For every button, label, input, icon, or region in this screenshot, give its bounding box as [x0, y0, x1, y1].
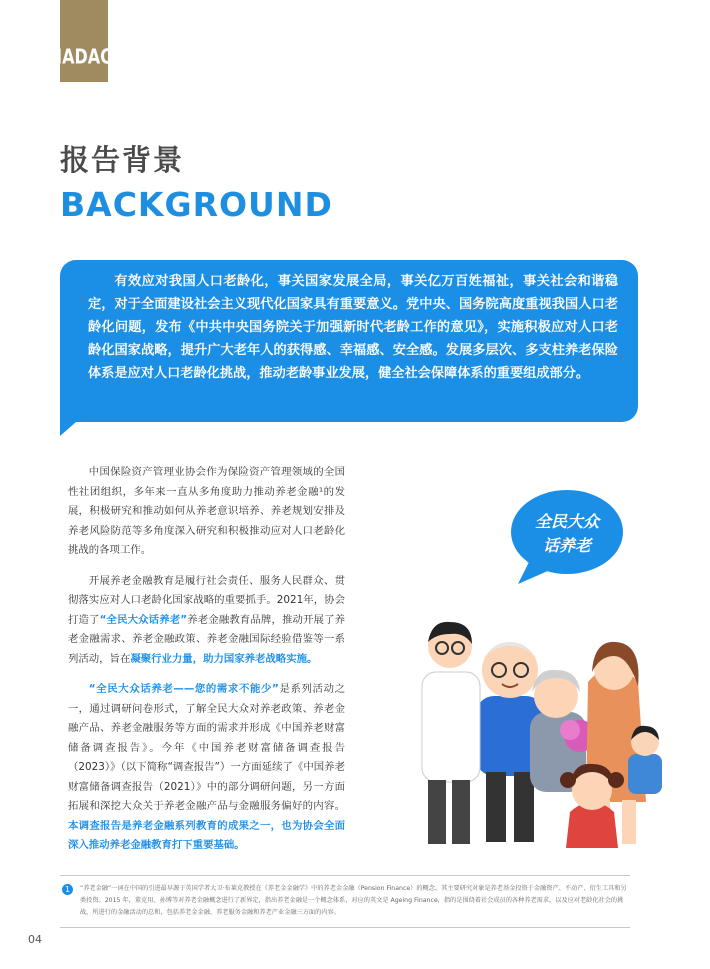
logo-text: IADAC [56, 44, 112, 69]
bubble-line-2: 话养老 [542, 536, 591, 555]
p3-highlight-conclusion: 本调查报告是养老金融系列教育的成果之一，也为协会全面深入推动养老金融教育打下重要基础。 [68, 819, 345, 851]
logo [56, 0, 112, 82]
girl-figure [560, 764, 624, 848]
footnote-number: 1 [62, 884, 73, 895]
footnote-divider-bottom [60, 927, 630, 928]
body-paragraph-2 [68, 572, 345, 670]
father-figure [422, 622, 480, 844]
boy-figure [628, 726, 662, 794]
body-paragraph-3 [68, 680, 345, 856]
page-title-cn: 报告背景 [60, 143, 185, 177]
speech-bubble-text [508, 510, 626, 558]
bubble-line-1: 全民大众 [534, 512, 599, 531]
body-paragraph-1: 中国保险资产管理业协会作为保险资产管理领域的全国性社团组织，多年来一直从多角度助力推动养老金融¹的发展，积极研究和推动如何从养老意识培养、养老规划安排及养老风险防范等多角度深入研究和积极推动应对人口老龄化挑战的各项工作。 [68, 466, 345, 556]
p2-highlight-goal: 凝聚行业力量，助力国家养老战略实施。 [130, 652, 318, 665]
p2-text-b: 养老金融教育品牌，推动开展了养老金融需求、养老金融政策、养老金融国际经验借鉴等一系列活动，旨在 [68, 613, 346, 665]
intro-callout [60, 260, 638, 422]
p2-highlight-brand: “全民大众话养老” [99, 613, 188, 626]
footnote-text: “养老金融”一词在中国的引进最早源于英国学者大卫·布莱克教授在《养老金金融学》中的养老金金融（Pension Finance）的概念。其主要研究对象是养老基金投资于金融资产、不动产、衍生工具和另类投资。2015 年，董克用、孙博等对养老金融概念进行了新界定，指出养老金融是一个概念体系，对应的英文是 Ageing Finance，指的是围绕着社会成员的各种养老需求，以及应对老龄化社会的挑战，所进行的金融活动的总和，包括养老金金融、养老服务金融和养老产业金融三方面的内容。 [80, 885, 627, 916]
p3-highlight-activity: “全民大众话养老——您的需求不能少” [88, 683, 279, 695]
body-text-column [68, 463, 345, 867]
speech-bubble [508, 486, 626, 586]
p2-text-a: 开展养老金融教育是履行社会责任、服务人民群众、贯彻落实应对人口老龄化国家战略的重要抓手。2021年，协会打造了 [68, 574, 345, 626]
p3-text: 是系列活动之一，通过调研问卷形式，了解全民大众对养老政策、养老金融产品、养老金融服务等方面的需求并形成《中国养老财富储备调查报告》。今年《中国养老财富储备调查报告（2023）》（以下简称“调查报告”）一方面延续了《中国养老财富储备调查报告（2021）》中的部分调研问题，另一方面拓展和深挖大众关于养老金融产品与金融服务偏好的内容。 [68, 683, 345, 812]
family-illustration [402, 612, 674, 862]
footnote-divider-top [60, 875, 630, 876]
intro-text: 有效应对我国人口老龄化，事关国家发展全局，事关亿万百姓福祉，事关社会和谐稳定，对于全面建设社会主义现代化国家具有重要意义。党中央、国务院高度重视我国人口老龄化问题，发布《中共中央国务院关于加强新时代老龄工作的意见》，实施积极应对人口老龄化国家战略，提升广大老年人的获得感、幸福感、安全感。发展多层次、多支柱养老保险体系是应对人口老龄化挑战，推动老龄事业发展，健全社会保障体系的重要组成部分。 [88, 274, 618, 381]
page-title-en: BACKGROUND [60, 185, 333, 224]
page-number: 04 [28, 933, 42, 946]
